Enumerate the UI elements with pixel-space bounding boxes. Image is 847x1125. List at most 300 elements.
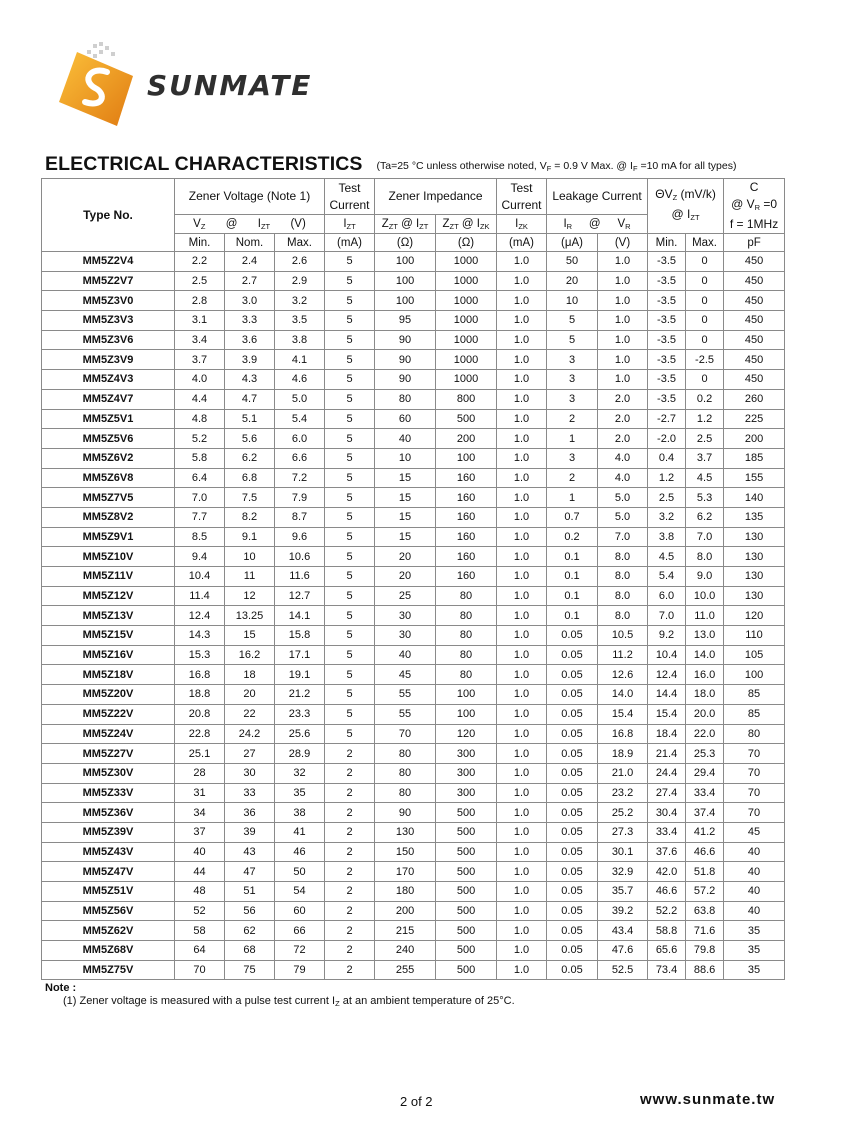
value-cell: 6.0	[275, 429, 325, 449]
value-cell: 72	[275, 941, 325, 961]
value-cell: 1.0	[497, 291, 547, 311]
table-row	[42, 606, 785, 626]
value-cell: 100	[375, 291, 436, 311]
header-izk: $I_{ZK}$	[497, 215, 547, 234]
type-number-cell: MM5Z3V9	[42, 350, 175, 370]
value-cell: 1.0	[497, 527, 547, 547]
value-cell: 0.05	[547, 665, 598, 685]
value-cell: 1.0	[497, 803, 547, 823]
value-cell: 10	[547, 291, 598, 311]
value-cell: 1.2	[686, 409, 724, 429]
value-cell: 33	[225, 783, 275, 803]
value-cell: 14.3	[175, 626, 225, 646]
header-zzk: $Z_{ZT}$ @ $I_{ZK}$	[436, 215, 497, 234]
value-cell: 160	[436, 527, 497, 547]
value-cell: 90	[375, 330, 436, 350]
header-zener-impedance: Zener Impedance	[375, 179, 497, 215]
value-cell: 3.6	[225, 330, 275, 350]
value-cell: 160	[436, 468, 497, 488]
table-row	[42, 507, 785, 527]
value-cell: 1.0	[497, 409, 547, 429]
value-cell: 500	[436, 921, 497, 941]
value-cell: 4.0	[598, 448, 648, 468]
value-cell: 90	[375, 350, 436, 370]
value-cell: 71.6	[686, 921, 724, 941]
value-cell: 3.7	[686, 448, 724, 468]
type-number-cell: MM5Z4V3	[42, 370, 175, 390]
value-cell: 130	[724, 586, 785, 606]
value-cell: 6.4	[175, 468, 225, 488]
value-cell: 3.8	[275, 330, 325, 350]
value-cell: 22.0	[686, 724, 724, 744]
value-cell: 185	[724, 448, 785, 468]
table-row	[42, 724, 785, 744]
value-cell: 5	[325, 389, 375, 409]
value-cell: 6.8	[225, 468, 275, 488]
table-row	[42, 704, 785, 724]
value-cell: 18.0	[686, 685, 724, 705]
value-cell: 10	[375, 448, 436, 468]
value-cell: 2.0	[598, 409, 648, 429]
value-cell: 25.1	[175, 744, 225, 764]
value-cell: 0.2	[547, 527, 598, 547]
value-cell: 215	[375, 921, 436, 941]
value-cell: 79.8	[686, 941, 724, 961]
value-cell: 255	[375, 960, 436, 980]
value-cell: 1.0	[497, 389, 547, 409]
table-row	[42, 291, 785, 311]
value-cell: 40	[724, 901, 785, 921]
table-row	[42, 350, 785, 370]
type-number-cell: MM5Z13V	[42, 606, 175, 626]
value-cell: 5	[325, 271, 375, 291]
value-cell: 7.9	[275, 488, 325, 508]
value-cell: 5	[325, 567, 375, 587]
value-cell: 70	[724, 783, 785, 803]
value-cell: 6.6	[275, 448, 325, 468]
value-cell: 7.0	[648, 606, 686, 626]
value-cell: 79	[275, 960, 325, 980]
value-cell: 2	[325, 842, 375, 862]
value-cell: 0	[686, 330, 724, 350]
value-cell: 3	[547, 370, 598, 390]
value-cell: 9.0	[686, 567, 724, 587]
value-cell: 0.05	[547, 763, 598, 783]
value-cell: 44	[175, 862, 225, 882]
value-cell: 5	[325, 409, 375, 429]
value-cell: 35	[724, 921, 785, 941]
value-cell: 0.05	[547, 882, 598, 902]
type-number-cell: MM5Z8V2	[42, 507, 175, 527]
value-cell: 1.0	[497, 822, 547, 842]
value-cell: 4.8	[175, 409, 225, 429]
value-cell: 15.8	[275, 626, 325, 646]
value-cell: 88.6	[686, 960, 724, 980]
value-cell: 5	[325, 488, 375, 508]
value-cell: 1000	[436, 370, 497, 390]
value-cell: 39	[225, 822, 275, 842]
unit-cell: (μA)	[547, 234, 598, 252]
unit-cell: (Ω)	[436, 234, 497, 252]
value-cell: 5.3	[686, 488, 724, 508]
value-cell: 1.0	[598, 252, 648, 272]
value-cell: 0.05	[547, 921, 598, 941]
value-cell: 5	[325, 685, 375, 705]
value-cell: 20	[375, 547, 436, 567]
value-cell: 1.0	[497, 271, 547, 291]
value-cell: 100	[724, 665, 785, 685]
value-cell: 1.0	[497, 783, 547, 803]
value-cell: 60	[275, 901, 325, 921]
website-url: www.sunmate.tw	[640, 1091, 776, 1108]
value-cell: 20.0	[686, 704, 724, 724]
value-cell: 70	[724, 803, 785, 823]
value-cell: 0.1	[547, 606, 598, 626]
value-cell: 1.0	[497, 547, 547, 567]
value-cell: -3.5	[648, 389, 686, 409]
value-cell: 52.2	[648, 901, 686, 921]
value-cell: 24.4	[648, 763, 686, 783]
value-cell: 4.7	[225, 389, 275, 409]
value-cell: 1.0	[497, 350, 547, 370]
value-cell: 35	[724, 960, 785, 980]
value-cell: 8.0	[598, 586, 648, 606]
value-cell: -2.7	[648, 409, 686, 429]
table-row	[42, 882, 785, 902]
value-cell: 5	[325, 724, 375, 744]
value-cell: 1.0	[497, 901, 547, 921]
value-cell: 3.2	[648, 507, 686, 527]
value-cell: 5.1	[225, 409, 275, 429]
value-cell: 3.5	[275, 311, 325, 331]
value-cell: 1.0	[497, 370, 547, 390]
value-cell: 2.6	[275, 252, 325, 272]
section-heading	[45, 153, 805, 179]
value-cell: 500	[436, 901, 497, 921]
value-cell: 23.2	[598, 783, 648, 803]
value-cell: -3.5	[648, 350, 686, 370]
value-cell: 1.0	[497, 685, 547, 705]
unit-cell: Max.	[275, 234, 325, 252]
value-cell: 0.05	[547, 685, 598, 705]
value-cell: 5	[547, 311, 598, 331]
type-number-cell: MM5Z6V8	[42, 468, 175, 488]
value-cell: 1	[547, 429, 598, 449]
table-row	[42, 448, 785, 468]
value-cell: 25	[375, 586, 436, 606]
value-cell: 5	[325, 311, 375, 331]
value-cell: 73.4	[648, 960, 686, 980]
value-cell: 52.5	[598, 960, 648, 980]
value-cell: 2	[325, 803, 375, 823]
value-cell: 58	[175, 921, 225, 941]
table-row	[42, 389, 785, 409]
value-cell: 8.2	[225, 507, 275, 527]
value-cell: 5	[325, 370, 375, 390]
value-cell: 0.05	[547, 704, 598, 724]
value-cell: 8.0	[598, 567, 648, 587]
value-cell: 500	[436, 941, 497, 961]
value-cell: 8.0	[598, 606, 648, 626]
table-row	[42, 901, 785, 921]
value-cell: 6.0	[648, 586, 686, 606]
value-cell: 0.05	[547, 783, 598, 803]
table-row	[42, 429, 785, 449]
value-cell: 8.0	[598, 547, 648, 567]
value-cell: 450	[724, 330, 785, 350]
value-cell: 22	[225, 704, 275, 724]
value-cell: 47	[225, 862, 275, 882]
value-cell: 1.0	[598, 330, 648, 350]
value-cell: 1000	[436, 330, 497, 350]
value-cell: 11.4	[175, 586, 225, 606]
value-cell: 12	[225, 586, 275, 606]
unit-cell: Min.	[648, 234, 686, 252]
type-number-cell: MM5Z3V6	[42, 330, 175, 350]
value-cell: 0	[686, 271, 724, 291]
value-cell: 300	[436, 763, 497, 783]
value-cell: 80	[724, 724, 785, 744]
value-cell: 15.4	[598, 704, 648, 724]
value-cell: 500	[436, 409, 497, 429]
type-number-cell: MM5Z15V	[42, 626, 175, 646]
value-cell: 85	[724, 704, 785, 724]
value-cell: -3.5	[648, 291, 686, 311]
value-cell: 160	[436, 507, 497, 527]
type-number-cell: MM5Z47V	[42, 862, 175, 882]
value-cell: 1.0	[497, 763, 547, 783]
value-cell: 57.2	[686, 882, 724, 902]
value-cell: 5	[325, 468, 375, 488]
value-cell: 70	[375, 724, 436, 744]
value-cell: 20	[375, 567, 436, 587]
value-cell: 43	[225, 842, 275, 862]
header-test-current-izt: Test Current	[325, 179, 375, 215]
value-cell: 500	[436, 842, 497, 862]
value-cell: 0.05	[547, 901, 598, 921]
table-row	[42, 763, 785, 783]
value-cell: 0.05	[547, 822, 598, 842]
value-cell: 0	[686, 252, 724, 272]
value-cell: 120	[436, 724, 497, 744]
value-cell: 27.3	[598, 822, 648, 842]
type-number-cell: MM5Z9V1	[42, 527, 175, 547]
value-cell: 25.2	[598, 803, 648, 823]
note-heading: Note :	[45, 982, 77, 994]
value-cell: 3.7	[175, 350, 225, 370]
value-cell: 80	[375, 763, 436, 783]
value-cell: 2	[325, 941, 375, 961]
header-zener-voltage: Zener Voltage (Note 1)	[175, 179, 325, 215]
table-row	[42, 862, 785, 882]
value-cell: 0.1	[547, 586, 598, 606]
value-cell: 28	[175, 763, 225, 783]
value-cell: 0.05	[547, 645, 598, 665]
value-cell: 43.4	[598, 921, 648, 941]
value-cell: 50	[275, 862, 325, 882]
header-leakage-current: Leakage Current	[547, 179, 648, 215]
value-cell: 5.4	[648, 567, 686, 587]
value-cell: 1.0	[598, 370, 648, 390]
value-cell: 2.9	[275, 271, 325, 291]
value-cell: 2	[325, 882, 375, 902]
value-cell: 0.05	[547, 862, 598, 882]
value-cell: 2.0	[598, 429, 648, 449]
value-cell: 37.4	[686, 803, 724, 823]
value-cell: 80	[375, 783, 436, 803]
header-ir-at-vr: $I_R$ @ $V_R$	[547, 215, 648, 234]
page-number: 2 of 2	[400, 1094, 433, 1109]
value-cell: 4.3	[225, 370, 275, 390]
value-cell: 20.8	[175, 704, 225, 724]
value-cell: 15	[375, 507, 436, 527]
value-cell: 100	[436, 704, 497, 724]
note-text: (1) Zener voltage is measured with a pulse test current $I_Z$ at an ambient temperature of 25°C.	[63, 995, 515, 1008]
value-cell: 20	[225, 685, 275, 705]
value-cell: 4.5	[648, 547, 686, 567]
value-cell: 16.8	[598, 724, 648, 744]
value-cell: 5	[325, 547, 375, 567]
table-row	[42, 330, 785, 350]
type-number-cell: MM5Z56V	[42, 901, 175, 921]
value-cell: 7.0	[598, 527, 648, 547]
value-cell: 70	[175, 960, 225, 980]
value-cell: 50	[547, 252, 598, 272]
value-cell: 5	[325, 586, 375, 606]
value-cell: 19.1	[275, 665, 325, 685]
table-row	[42, 941, 785, 961]
value-cell: 1.0	[497, 704, 547, 724]
value-cell: 32.9	[598, 862, 648, 882]
table-row	[42, 960, 785, 980]
table-body	[42, 252, 785, 980]
value-cell: 2	[325, 763, 375, 783]
value-cell: 47.6	[598, 941, 648, 961]
value-cell: 0.05	[547, 744, 598, 764]
value-cell: 15.4	[648, 704, 686, 724]
value-cell: 16.8	[175, 665, 225, 685]
value-cell: 2	[325, 921, 375, 941]
table-row	[42, 311, 785, 331]
value-cell: 35.7	[598, 882, 648, 902]
value-cell: 38	[275, 803, 325, 823]
value-cell: 51.8	[686, 862, 724, 882]
value-cell: 7.2	[275, 468, 325, 488]
value-cell: 30.1	[598, 842, 648, 862]
value-cell: 34	[175, 803, 225, 823]
value-cell: 1.0	[497, 507, 547, 527]
value-cell: 9.2	[648, 626, 686, 646]
table-row	[42, 626, 785, 646]
value-cell: 3.8	[648, 527, 686, 547]
value-cell: 10.5	[598, 626, 648, 646]
value-cell: 25.3	[686, 744, 724, 764]
value-cell: 240	[375, 941, 436, 961]
value-cell: 4.4	[175, 389, 225, 409]
value-cell: 17.1	[275, 645, 325, 665]
value-cell: 75	[225, 960, 275, 980]
type-number-cell: MM5Z3V3	[42, 311, 175, 331]
value-cell: 8.5	[175, 527, 225, 547]
value-cell: 51	[225, 882, 275, 902]
unit-cell: Min.	[175, 234, 225, 252]
value-cell: 200	[375, 901, 436, 921]
value-cell: 12.4	[175, 606, 225, 626]
value-cell: 5.0	[598, 507, 648, 527]
value-cell: 2	[325, 822, 375, 842]
unit-cell: (mA)	[325, 234, 375, 252]
value-cell: 200	[724, 429, 785, 449]
value-cell: 15.3	[175, 645, 225, 665]
header-temp-coefficient: $\Theta V_Z$ (mV/k) @ $I_{ZT}$	[648, 179, 724, 234]
value-cell: 37.6	[648, 842, 686, 862]
value-cell: 4.0	[598, 468, 648, 488]
value-cell: 80	[436, 626, 497, 646]
value-cell: 450	[724, 311, 785, 331]
value-cell: 35	[724, 941, 785, 961]
value-cell: 46	[275, 842, 325, 862]
value-cell: 2	[325, 901, 375, 921]
value-cell: 5	[325, 291, 375, 311]
table-row	[42, 803, 785, 823]
value-cell: 90	[375, 370, 436, 390]
value-cell: 33.4	[686, 783, 724, 803]
value-cell: 130	[375, 822, 436, 842]
value-cell: 3	[547, 350, 598, 370]
value-cell: 5	[325, 507, 375, 527]
value-cell: 0.05	[547, 941, 598, 961]
value-cell: -3.5	[648, 370, 686, 390]
value-cell: 500	[436, 803, 497, 823]
value-cell: 55	[375, 704, 436, 724]
value-cell: 1.0	[497, 252, 547, 272]
value-cell: 1.0	[497, 921, 547, 941]
value-cell: 30	[375, 626, 436, 646]
type-number-cell: MM5Z75V	[42, 960, 175, 980]
value-cell: 8.0	[686, 547, 724, 567]
value-cell: 36	[225, 803, 275, 823]
value-cell: 40	[724, 882, 785, 902]
type-number-cell: MM5Z18V	[42, 665, 175, 685]
value-cell: 16.0	[686, 665, 724, 685]
value-cell: -3.5	[648, 311, 686, 331]
type-number-cell: MM5Z30V	[42, 763, 175, 783]
value-cell: 1.0	[497, 941, 547, 961]
value-cell: 1000	[436, 311, 497, 331]
type-number-cell: MM5Z33V	[42, 783, 175, 803]
value-cell: 46.6	[686, 842, 724, 862]
value-cell: 55	[375, 685, 436, 705]
value-cell: -3.5	[648, 271, 686, 291]
value-cell: 27.4	[648, 783, 686, 803]
value-cell: 14.0	[598, 685, 648, 705]
value-cell: 80	[436, 645, 497, 665]
value-cell: 45	[375, 665, 436, 685]
value-cell: 80	[436, 606, 497, 626]
unit-cell: (V)	[598, 234, 648, 252]
value-cell: 3.9	[225, 350, 275, 370]
value-cell: 33.4	[648, 822, 686, 842]
value-cell: 23.3	[275, 704, 325, 724]
type-number-cell: MM5Z11V	[42, 567, 175, 587]
value-cell: 66	[275, 921, 325, 941]
type-number-cell: MM5Z7V5	[42, 488, 175, 508]
value-cell: 60	[375, 409, 436, 429]
value-cell: 2	[325, 744, 375, 764]
value-cell: 13.0	[686, 626, 724, 646]
value-cell: 3.2	[275, 291, 325, 311]
type-number-cell: MM5Z62V	[42, 921, 175, 941]
